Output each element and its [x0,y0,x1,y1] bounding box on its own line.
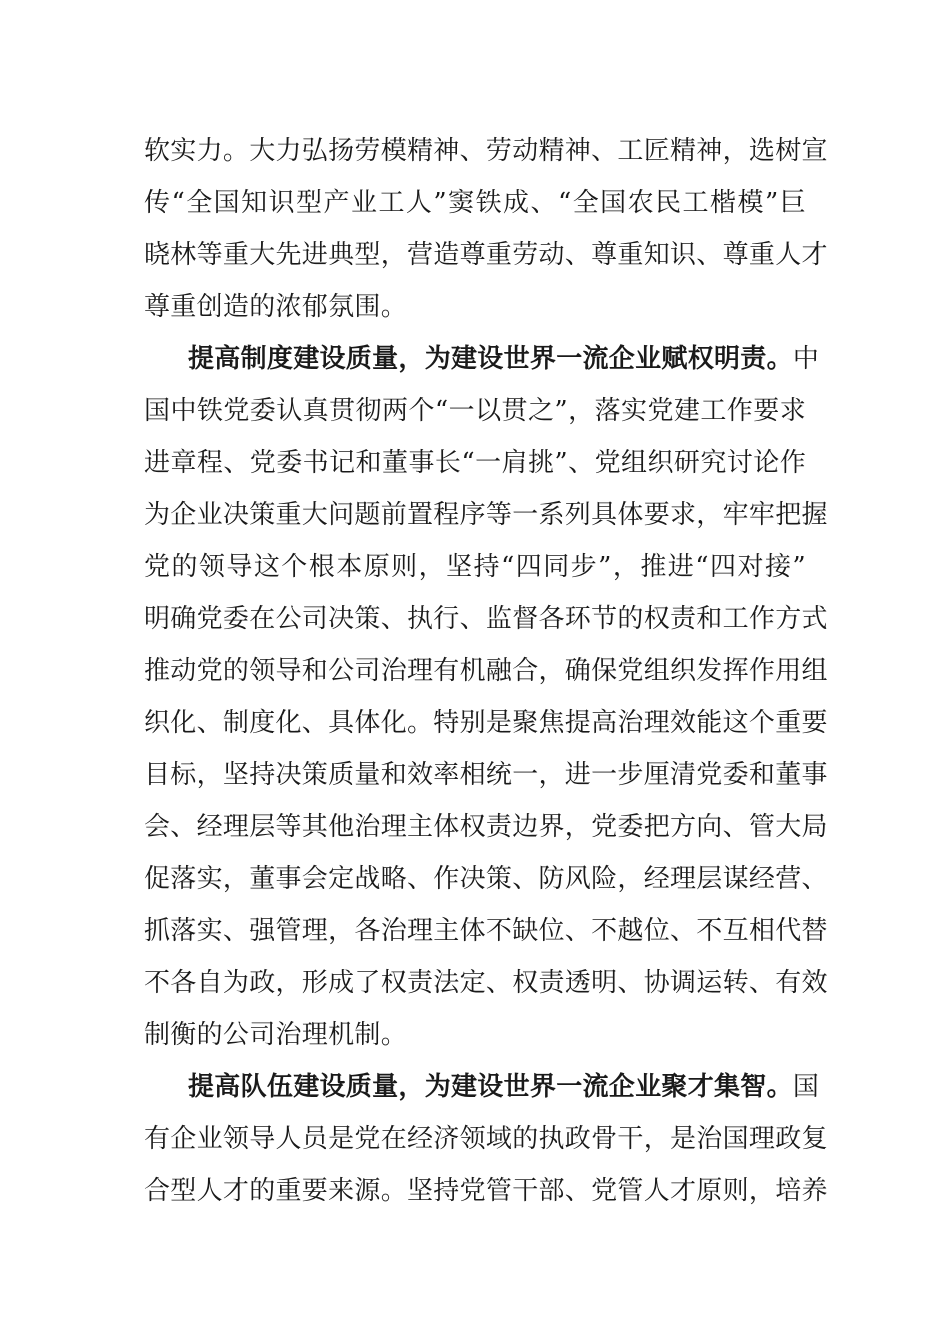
paragraph-2 [144,333,828,1061]
text-line: 为企业决策重大问题前置程序等一系列具体要求，牢牢把握 [144,500,828,530]
text-line: 促落实，董事会定战略、作决策、防风险，经理层谋经营、 [144,864,828,894]
document-body [144,125,828,1217]
text-line: 进章程、党委书记和董事长“一肩挑”、党组织研究讨论作 [144,448,806,478]
text-line: 党的领导这个根本原则，坚持“四同步”，推进“四对接” [144,552,806,582]
text-run: 中 [792,344,820,374]
text-line: 软实力。大力弘扬劳模精神、劳动精神、工匠精神，选树宣 [144,136,828,166]
text-line: 目标，坚持决策质量和效率相统一，进一步厘清党委和董事 [144,760,828,790]
text-line: 会、经理层等其他治理主体权责边界，党委把方向、管大局 [144,812,828,842]
text-line: 不各自为政，形成了权责法定、权责透明、协调运转、有效 [144,968,828,998]
paragraph-first-line [144,1061,820,1113]
text-line: 明确党委在公司决策、执行、监督各环节的权责和工作方式 [144,604,828,634]
paragraph-3 [144,1061,828,1217]
text-line: 织化、制度化、具体化。特别是聚焦提高治理效能这个重要 [144,708,828,738]
text-line: 晓林等重大先进典型，营造尊重劳动、尊重知识、尊重人才 [144,240,828,270]
text-line: 推动党的领导和公司治理有机融合，确保党组织发挥作用组 [144,656,828,686]
paragraph-first-line [144,333,820,385]
text-line: 合型人才的重要来源。坚持党管干部、党管人才原则，培养 [144,1176,828,1206]
text-run: 国 [792,1072,820,1102]
text-line: 国中铁党委认真贯彻两个“一以贯之”，落实党建工作要求 [144,396,806,426]
text-line: 尊重创造的浓郁氛围。 [144,292,408,322]
paragraph-heading: 提高队伍建设质量，为建设世界一流企业聚才集智。 [188,1072,793,1102]
paragraph-1 [144,125,828,333]
text-line: 抓落实、强管理，各治理主体不缺位、不越位、不互相代替 [144,916,828,946]
text-line: 制衡的公司治理机制。 [144,1020,408,1050]
text-line: 有企业领导人员是党在经济领域的执政骨干，是治国理政复 [144,1124,828,1154]
text-line: 传“全国知识型产业工人”窦铁成、“全国农民工楷模”巨 [144,188,806,218]
paragraph-heading: 提高制度建设质量，为建设世界一流企业赋权明责。 [188,344,793,374]
